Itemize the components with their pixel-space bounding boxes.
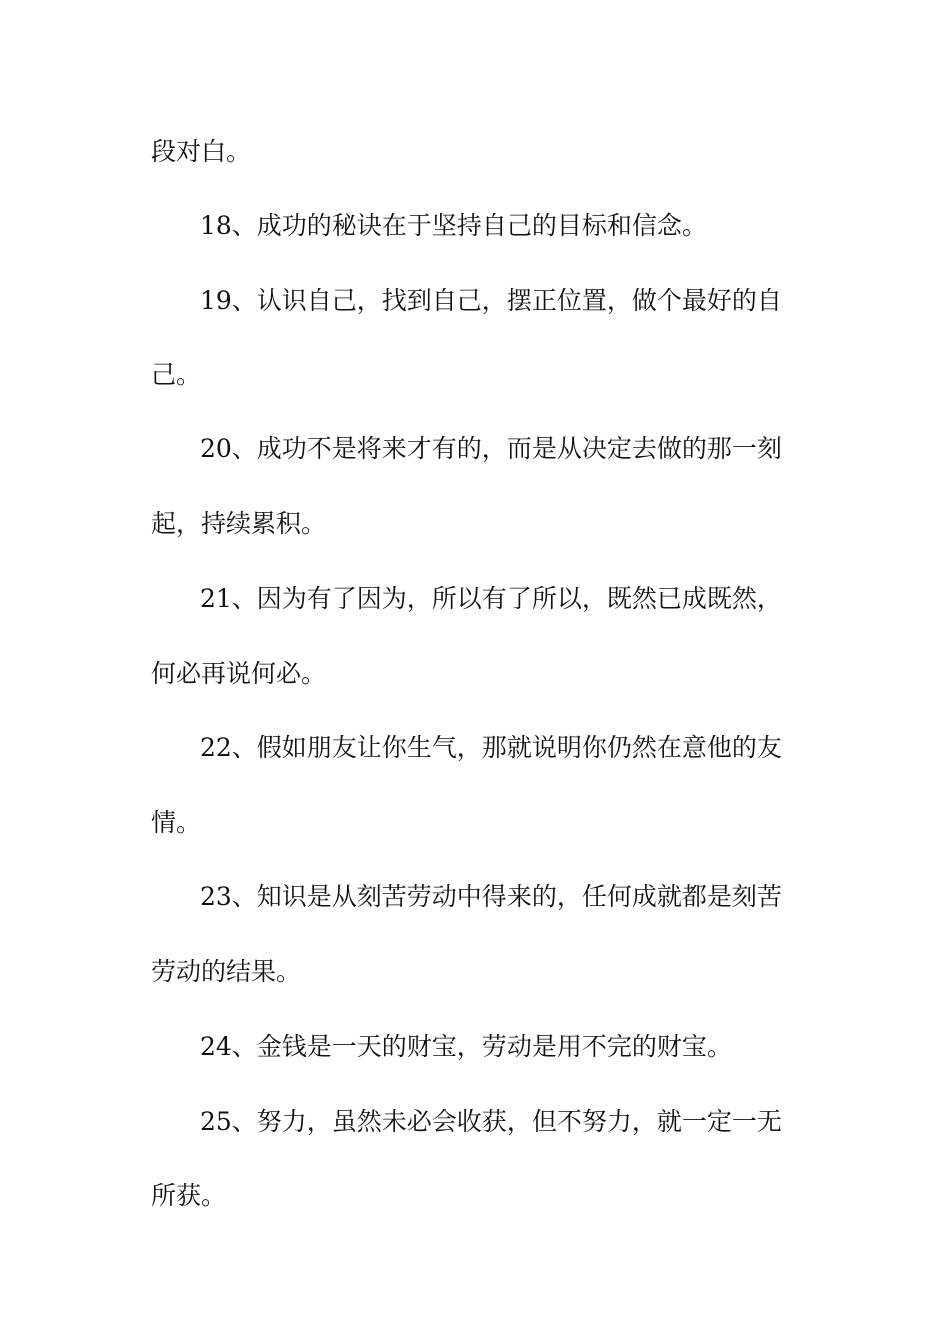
text-line: 情。 [151,808,202,837]
text-line: 己。 [151,360,202,389]
text-line: 20、成功不是将来才有的，而是从决定去做的那一刻 [200,434,782,463]
text-line: 劳动的结果。 [151,957,302,986]
text-line: 段对白。 [151,137,252,166]
text-line: 25、努力，虽然未必会收获，但不努力，就一定一无 [200,1107,782,1136]
text-line: 所获。 [151,1181,227,1210]
text-line: 24、金钱是一天的财宝，劳动是用不完的财宝。 [200,1032,732,1061]
text-line: 19、认识自己，找到自己，摆正位置，做个最好的自 [200,286,782,315]
text-line: 何必再说何必。 [151,659,327,688]
text-line: 22、假如朋友让你生气，那就说明你仍然在意他的友 [200,733,782,762]
text-line: 21、因为有了因为，所以有了所以，既然已成既然， [200,584,782,613]
text-line: 23、知识是从刻苦劳动中得来的，任何成就都是刻苦 [200,882,782,911]
text-line: 起，持续累积。 [151,509,327,538]
text-line: 18、成功的秘诀在于坚持自己的目标和信念。 [200,211,707,240]
